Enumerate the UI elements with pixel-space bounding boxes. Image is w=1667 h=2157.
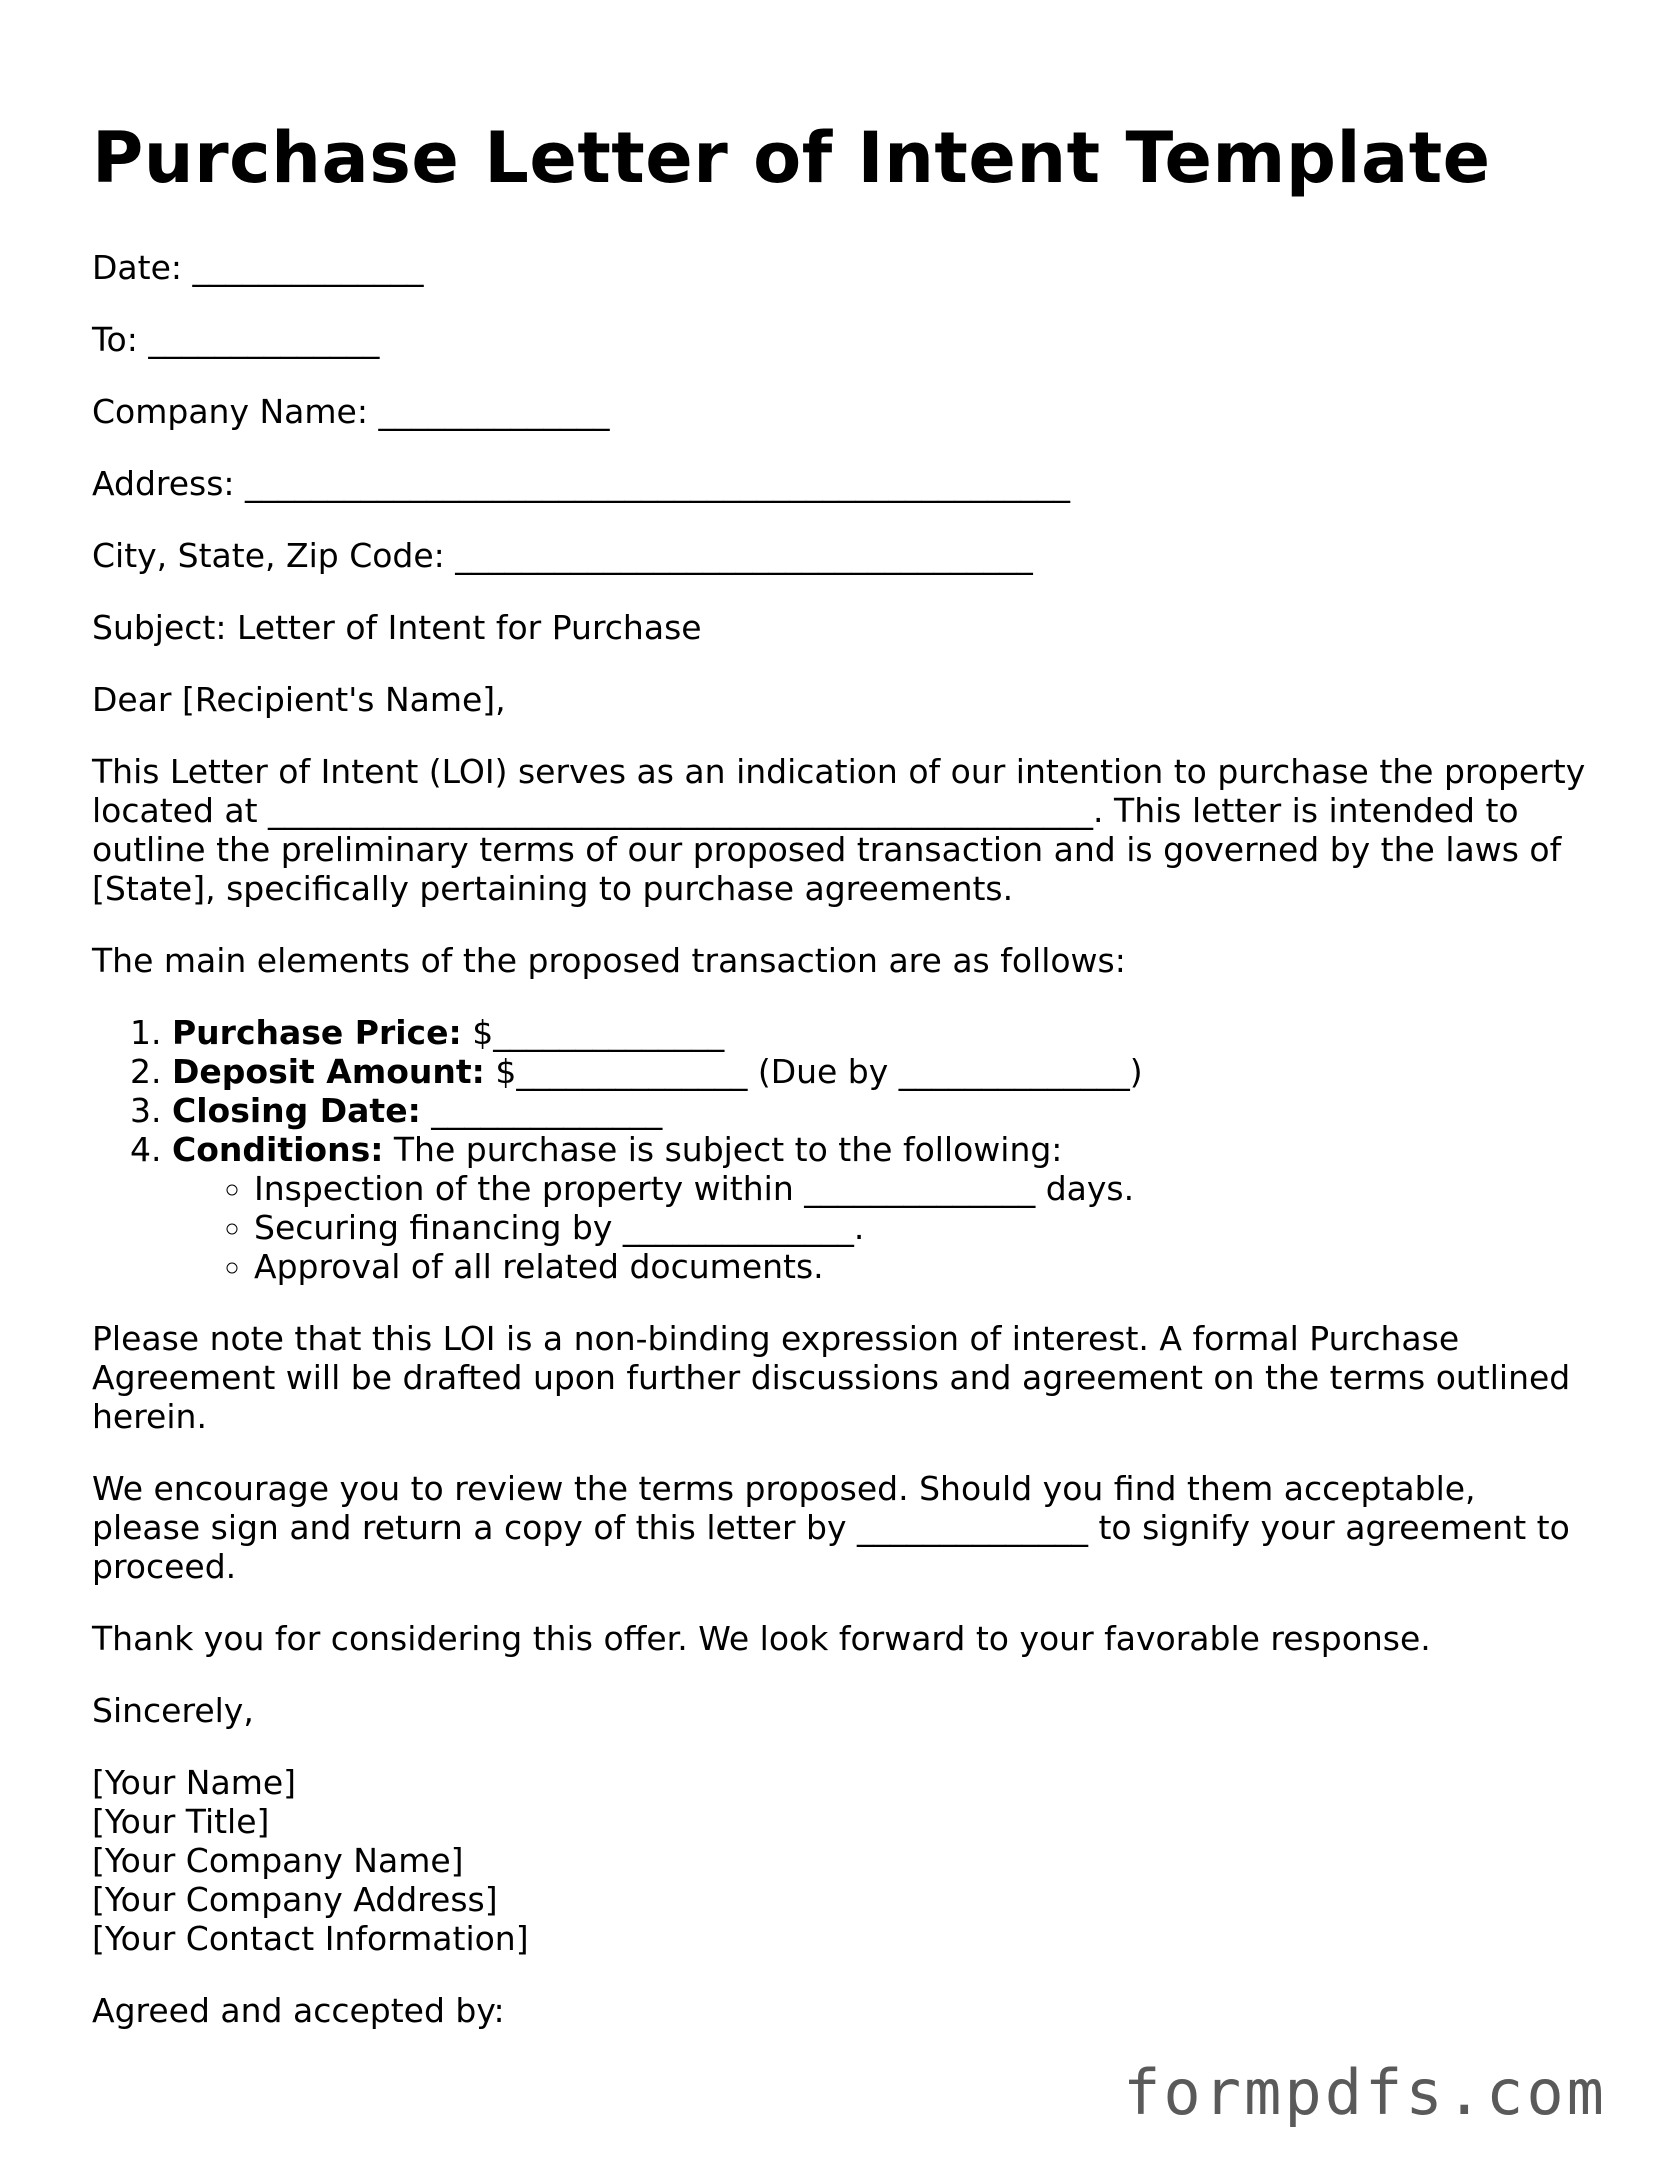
signature-company: [Your Company Name] [92,1841,464,1880]
closing: Sincerely, [92,1691,254,1730]
document-title: Purchase Letter of Intent Template [92,117,1491,199]
term-closing-date [172,1091,1592,1130]
date-field: Date: ______________ [92,248,424,287]
document-page [92,117,1592,2063]
signature-title: [Your Title] [92,1802,270,1841]
intro-paragraph: This Letter of Intent (LOI) serves as an indication of our intention to purchase the property located at __________________________________________________. This letter is intended to outline the preliminary terms of our proposed transaction and is governed by the laws of [State], specifically pertaining to purchase agreements. [92,752,1586,908]
company-name-field: Company Name: ______________ [92,392,610,431]
term-value: $______________ (Due by ______________) [484,1052,1143,1091]
term-label: Closing Date: [172,1091,421,1130]
terms-list [92,1013,1592,1286]
watermark: formpdfs.com [1123,2056,1607,2129]
term-conditions [172,1130,1592,1286]
signature-contact: [Your Contact Information] [92,1919,529,1958]
term-label: Purchase Price: [172,1013,462,1052]
term-value: The purchase is subject to the following: [383,1130,1063,1169]
term-label: Deposit Amount: [172,1052,485,1091]
condition-item: ◦ Approval of all related documents. [254,1247,1592,1286]
term-value: $______________ [461,1013,725,1052]
subject-line: Subject: Letter of Intent for Purchase [92,608,702,647]
review-paragraph: We encourage you to review the terms proposed. Should you find them acceptable, please sign and return a copy of this letter by ______________ to signify your agreement to proceed. [92,1469,1570,1586]
signature-company-address: [Your Company Address] [92,1880,498,1919]
condition-item: ◦ Securing financing by ______________. [254,1208,1592,1247]
agreed-line: Agreed and accepted by: [92,1991,505,2030]
nonbinding-paragraph: Please note that this LOI is a non-binding expression of interest. A formal Purchase Agreement will be drafted upon further discussions and agreement on the terms outlined herein. [92,1319,1571,1436]
term-value: ______________ [420,1091,663,1130]
thanks-paragraph: Thank you for considering this offer. We look forward to your favorable response. [92,1619,1431,1658]
signature-name: [Your Name] [92,1763,297,1802]
address-field: Address: __________________________________________________ [92,464,1071,503]
term-purchase-price [172,1013,1592,1052]
condition-item: ◦ Inspection of the property within ______________ days. [254,1169,1592,1208]
to-field: To: ______________ [92,320,380,359]
term-label: Conditions: [172,1130,384,1169]
salutation: Dear [Recipient's Name], [92,680,506,719]
elements-intro: The main elements of the proposed transaction are as follows: [92,941,1126,980]
conditions-list [172,1169,1592,1286]
term-deposit-amount [172,1052,1592,1091]
signature-block [92,1763,1592,1958]
city-state-zip-field: City, State, Zip Code: ___________________________________ [92,536,1033,575]
